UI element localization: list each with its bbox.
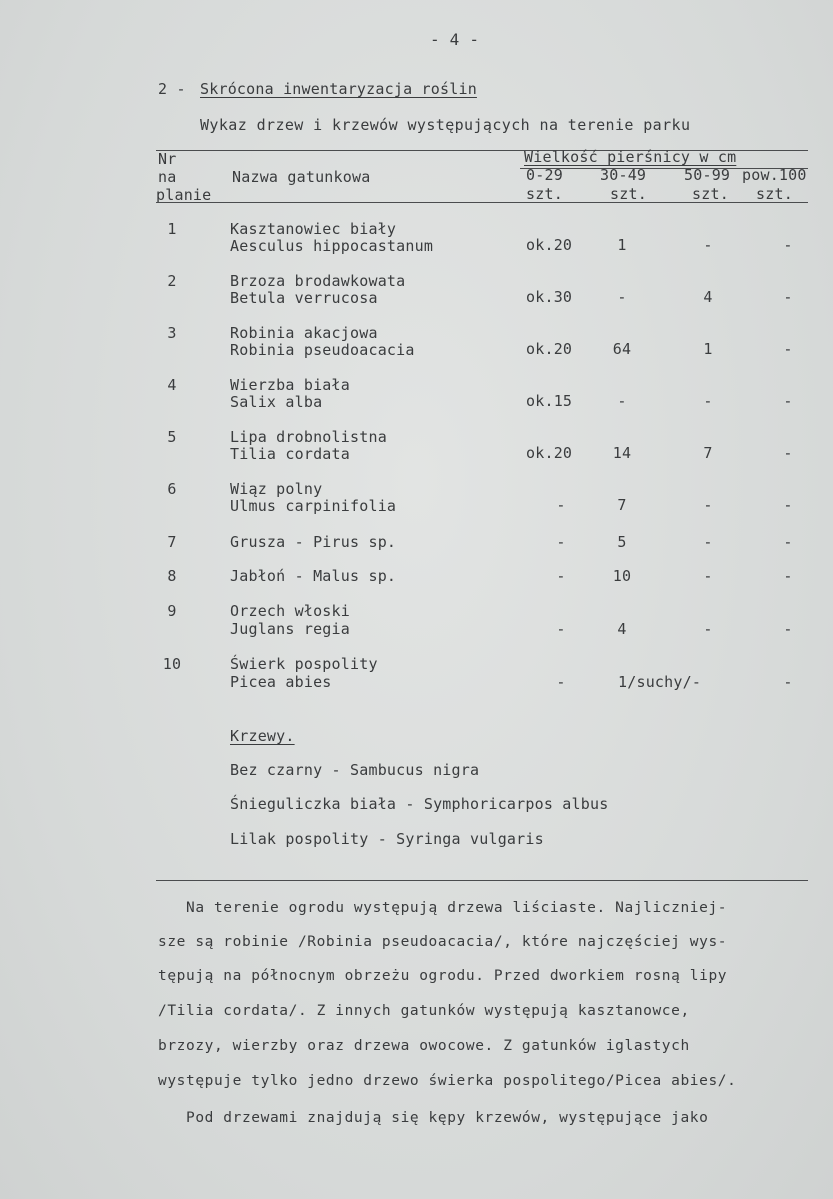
header-species-name: Nazwa gatunkowa [232,168,371,186]
row-number: 3 [167,324,177,342]
count-0-29: - [556,620,566,638]
species-polish-name: Kasztanowiec biały [230,220,397,238]
species-polish-name: Robinia akacjowa [230,324,378,342]
header-range-0: 0-29 [526,166,563,184]
count-50-99: - [703,567,713,585]
count-0-29: ok.20 [526,444,573,462]
row-number: 5 [167,428,177,446]
count-50-99: - [703,496,713,514]
count-30-49: 7 [617,496,627,514]
count-over-100: - [783,288,793,306]
shrubs-heading: Krzewy. [230,727,295,745]
section-number: 2 - [158,80,186,98]
count-50-99: 4 [703,288,713,306]
species-polish-name: Świerk pospolity [230,655,378,673]
header-planie: planie [156,186,212,204]
count-over-100: - [783,236,793,254]
paragraph-line: Na terenie ogrodu występują drzewa liściaste. Najliczniej- [158,900,728,916]
paragraph-line: sze są robinie /Robinia pseudoacacia/, które najczęściej wys- [158,934,728,950]
species-latin-name: Robinia pseudoacacia [230,341,415,359]
count-50-99: - [703,533,713,551]
species-polish-name: Wierzba biała [230,376,350,394]
row-number: 6 [167,480,177,498]
count-0-29: ok.20 [526,340,573,358]
header-na: na [158,168,177,186]
species-polish-name: Wiąz polny [230,480,323,498]
header-unit-2: szt. [692,185,729,203]
count-30-49: - [617,288,627,306]
count-0-29: ok.20 [526,236,573,254]
count-30-49: 10 [612,567,632,585]
count-30-49: 5 [617,533,627,551]
count-0-29: - [556,496,566,514]
count-50-99: 1 [703,340,713,358]
shrub-item: Śnieguliczka biała - Symphoricarpos albus [230,795,609,813]
species-latin-name: Tilia cordata [230,445,350,463]
section-divider [156,880,808,881]
header-diameter-group: Wielkość pierśnicy w cm [524,148,737,166]
row-number: 7 [167,533,177,551]
count-over-100: - [783,673,793,691]
header-range-3: pow.100 [742,166,807,184]
count-over-100: - [783,533,793,551]
header-range-2: 50-99 [684,166,731,184]
row-number: 4 [167,376,177,394]
header-unit-0: szt. [526,185,563,203]
paragraph-line: Pod drzewami znajdują się kępy krzewów, występujące jako [158,1110,709,1126]
species-latin-name: Picea abies [230,673,332,691]
count-0-29: - [556,533,566,551]
shrub-item: Bez czarny - Sambucus nigra [230,761,480,779]
count-30-49: 64 [612,340,632,358]
header-nr: Nr [158,150,177,168]
species-latin-name: Juglans regia [230,620,350,638]
row-number: 8 [167,567,177,585]
page-number: - 4 - [430,30,480,49]
count-50-99: - [703,620,713,638]
paragraph-line: występuje tylko jedno drzewo świerka pospolitego/Picea abies/. [158,1073,737,1089]
count-over-100: - [783,496,793,514]
count-over-100: - [783,392,793,410]
species-polish-name: Orzech włoski [230,602,350,620]
shrub-item: Lilak pospolity - Syringa vulgaris [230,830,544,848]
count-0-29: ok.15 [526,392,573,410]
header-range-1: 30-49 [600,166,647,184]
count-0-29: - [556,567,566,585]
header-unit-3: szt. [756,185,793,203]
count-0-29: - [556,673,566,691]
count-30-49: 14 [612,444,632,462]
section-title: Skrócona inwentaryzacja roślin [200,80,477,98]
count-over-100: - [783,444,793,462]
count-30-49: 4 [617,620,627,638]
count-50-99: - [703,392,713,410]
count-30-49: - [617,392,627,410]
paragraph-line: brzozy, wierzby oraz drzewa owocowe. Z gatunków iglastych [158,1038,690,1054]
species-latin-name: Salix alba [230,393,323,411]
count-50-99: 7 [703,444,713,462]
row-number: 1 [167,220,177,238]
count-over-100: - [783,620,793,638]
species-polish-name: Lipa drobnolistna [230,428,387,446]
species-latin-name: Betula verrucosa [230,289,378,307]
row-number: 9 [167,602,177,620]
species-latin-name: Aesculus hippocastanum [230,237,434,255]
count-50-99: - [703,236,713,254]
count-30-49: 1 [617,236,627,254]
header-unit-1: szt. [610,185,647,203]
table-caption: Wykaz drzew i krzewów występujących na terenie parku [200,116,691,134]
species-polish-name: Brzoza brodawkowata [230,272,406,290]
row-number: 2 [167,272,177,290]
row-number: 10 [162,655,182,673]
species-name: Jabłoń - Malus sp. [230,567,397,585]
table-header-rule [156,202,808,203]
species-latin-name: Ulmus carpinifolia [230,497,397,515]
count-over-100: - [783,340,793,358]
count-30-49: 1/suchy/- [618,673,702,691]
paragraph-line: /Tilia cordata/. Z innych gatunków występują kasztanowce, [158,1003,690,1019]
species-name: Grusza - Pirus sp. [230,533,397,551]
paragraph-line: tępują na północnym obrzeżu ogrodu. Przed dworkiem rosną lipy [158,968,728,984]
count-0-29: ok.30 [526,288,573,306]
count-over-100: - [783,567,793,585]
